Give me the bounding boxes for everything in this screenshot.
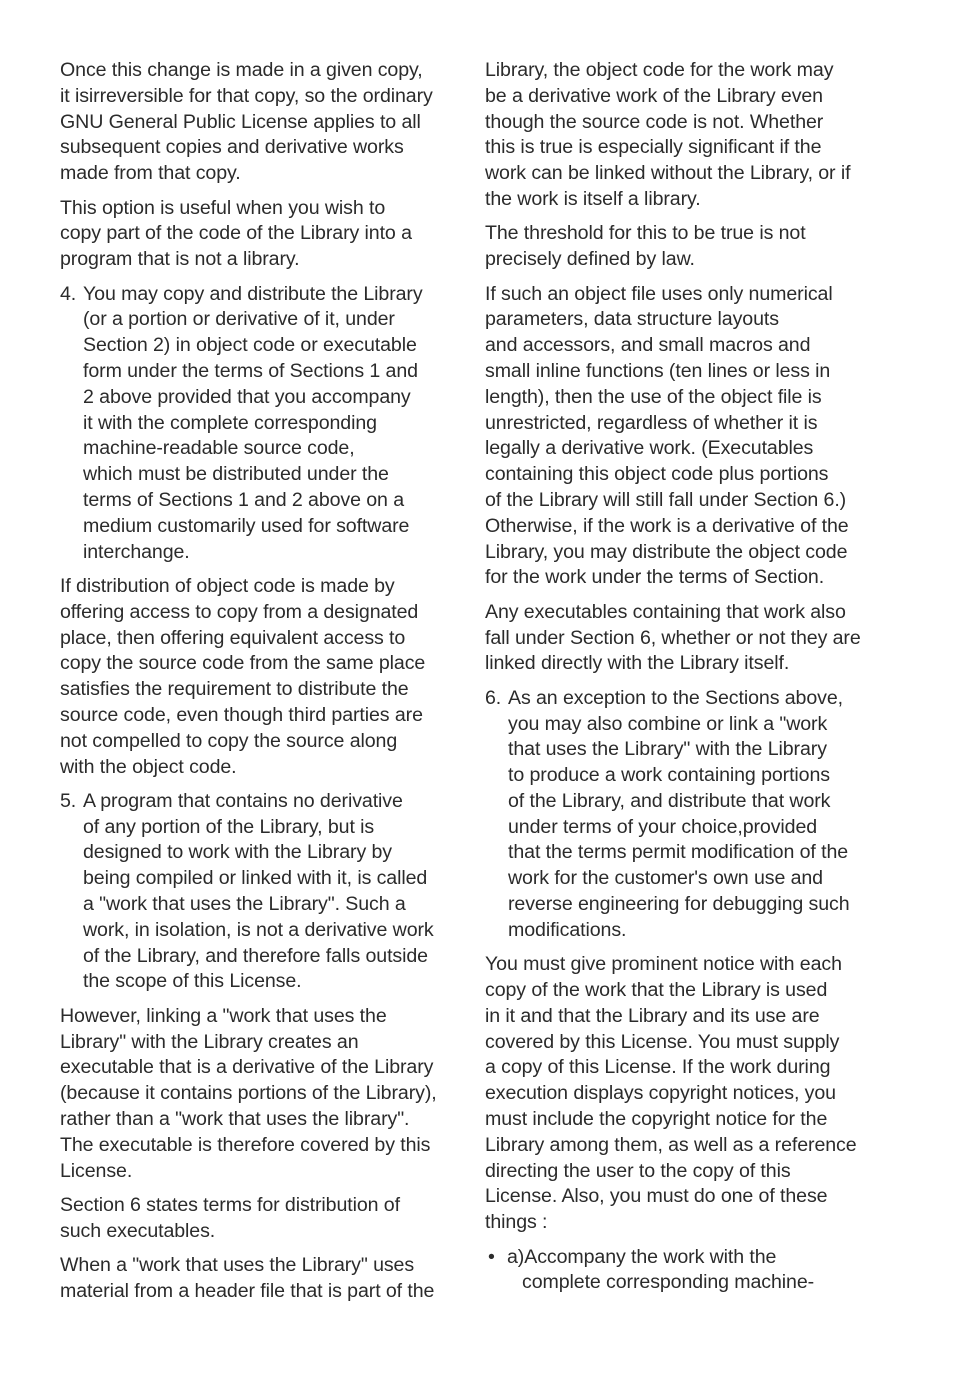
- text-line: such executables.: [60, 1219, 216, 1242]
- text-line: of the Library, and therefore falls outside: [83, 944, 428, 967]
- text-line: Any executables containing that work also: [485, 600, 846, 623]
- text-line: Section 6 states terms for distribution of: [60, 1194, 400, 1217]
- text-line: complete corresponding machine-: [522, 1271, 815, 1294]
- text-line: offering access to copy from a designated: [60, 600, 419, 623]
- text-line: Otherwise, if the work is a derivative of the: [485, 514, 849, 537]
- text-line: A program that contains no derivative: [83, 789, 403, 812]
- text-line: Library, the object code for the work may: [485, 59, 834, 81]
- paragraph-option-useful: [60, 196, 448, 273]
- text-line: rather than a "work that uses the library".: [60, 1108, 410, 1131]
- text-line: work can be linked without the Library, or if: [485, 162, 851, 185]
- text-line: You may copy and distribute the Library: [83, 282, 423, 305]
- text-line: with the object code.: [60, 755, 237, 778]
- text-line: for the work under the terms of Section.: [485, 566, 825, 589]
- text-line: The threshold for this to be true is not: [485, 222, 806, 245]
- text-line: Library" with the Library creates an: [60, 1030, 359, 1053]
- text-line: This option is useful when you wish to: [60, 196, 386, 219]
- text-line: it with the complete corresponding: [83, 411, 377, 434]
- text-line: GNU General Public License applies to all: [60, 110, 421, 133]
- item-number: 6.: [485, 686, 502, 709]
- text-line: You must give prominent notice with each: [485, 953, 842, 976]
- text-line: copy part of the code of the Library into a: [60, 222, 412, 245]
- text-line: and accessors, and small macros and: [485, 334, 811, 357]
- text-line: Once this change is made in a given copy,: [60, 59, 423, 81]
- paragraph-threshold: [485, 221, 877, 273]
- text-line: 2 above provided that you accompany: [83, 385, 411, 408]
- text-line: it isirreversible for that copy, so the ordinary: [60, 84, 433, 107]
- text-line: you may also combine or link a "work: [508, 712, 828, 735]
- left-column: [60, 58, 448, 1313]
- text-line: of any portion of the Library, but is: [83, 815, 375, 838]
- text-line: containing this object code plus portions: [485, 463, 829, 486]
- text-line: execution displays copyright notices, you: [485, 1082, 836, 1105]
- text-line: copy of the work that the Library is used: [485, 979, 828, 1002]
- text-line: License.: [60, 1159, 133, 1182]
- section-4-item: [60, 282, 448, 566]
- text-line: covered by this License. You must supply: [485, 1030, 840, 1053]
- text-line: work, in isolation, is not a derivative work: [83, 918, 434, 941]
- text-line: The executable is therefore covered by this: [60, 1133, 431, 1156]
- text-line: satisfies the requirement to distribute the: [60, 678, 409, 701]
- paragraph-numerical-parameters: [485, 282, 877, 592]
- text-line: designed to work with the Library by: [83, 841, 392, 864]
- text-line: However, linking a "work that uses the: [60, 1004, 387, 1027]
- text-line: form under the terms of Sections 1 and: [83, 359, 418, 382]
- text-line: fall under Section 6, whether or not they are: [485, 626, 861, 649]
- text-line: terms of Sections 1 and 2 above on a: [83, 488, 404, 511]
- text-line: Library, you may distribute the object code: [485, 540, 848, 563]
- paragraph-header-file-material: [60, 1253, 448, 1305]
- item-number: 5.: [60, 789, 77, 812]
- text-line: which must be distributed under the: [83, 463, 389, 486]
- text-line: of the Library will still fall under Section 6.): [485, 488, 847, 511]
- text-line: being compiled or linked with it, is called: [83, 867, 428, 890]
- text-line: precisely defined by law.: [485, 248, 695, 271]
- bullet-item-a: [485, 1245, 877, 1297]
- text-line: length), then the use of the object file is: [485, 385, 822, 408]
- text-line: program that is not a library.: [60, 248, 300, 271]
- text-line: Library among them, as well as a reference: [485, 1133, 857, 1156]
- text-line: a copy of this License. If the work during: [485, 1056, 831, 1079]
- text-line: reverse engineering for debugging such: [508, 893, 850, 916]
- bullet-marker: •: [488, 1245, 495, 1268]
- right-column: [485, 58, 877, 1305]
- text-line: that the terms permit modification of the: [508, 841, 849, 864]
- text-line: directing the user to the copy of this: [485, 1159, 791, 1182]
- text-line: things :: [485, 1211, 548, 1234]
- text-line: of the Library, and distribute that work: [508, 789, 831, 812]
- paragraph-object-code-distribution: [60, 574, 448, 780]
- text-line: parameters, data structure layouts: [485, 308, 779, 331]
- text-line: under terms of your choice,provided: [508, 815, 818, 838]
- text-line: must include the copyright notice for the: [485, 1108, 828, 1131]
- text-line: to produce a work containing portions: [508, 764, 830, 787]
- text-line: though the source code is not. Whether: [485, 110, 824, 133]
- text-line: interchange.: [83, 540, 190, 563]
- text-line: source code, even though third parties are: [60, 703, 423, 726]
- text-line: the scope of this License.: [83, 970, 302, 993]
- text-line: legally a derivative work. (Executables: [485, 437, 814, 460]
- text-line: As an exception to the Sections above,: [508, 686, 843, 709]
- text-line: License. Also, you must do one of these: [485, 1185, 828, 1208]
- text-line: in it and that the Library and its use are: [485, 1004, 820, 1027]
- paragraph-linking-creates-executable: [60, 1004, 448, 1185]
- section-5-item: [60, 789, 448, 995]
- text-line: (because it contains portions of the Library),: [60, 1082, 437, 1105]
- paragraph-change-irreversible: [60, 58, 448, 187]
- text-line: When a "work that uses the Library" uses: [60, 1254, 415, 1277]
- text-line: If distribution of object code is made by: [60, 574, 395, 597]
- text-line: (or a portion or derivative of it, under: [83, 308, 395, 331]
- text-line: the work is itself a library.: [485, 187, 701, 210]
- paragraph-section-6-terms: [60, 1193, 448, 1245]
- text-line: that uses the Library" with the Library: [508, 738, 827, 761]
- text-line: a "work that uses the Library". Such a: [83, 893, 406, 916]
- item-number: 4.: [60, 282, 77, 305]
- text-line: linked directly with the Library itself.: [485, 652, 790, 675]
- text-line: medium customarily used for software: [83, 514, 410, 537]
- text-line: this is true is especially significant if the: [485, 136, 822, 159]
- section-6-item: [485, 686, 877, 944]
- paragraph-derivative-object-code: [485, 58, 877, 213]
- text-line: Section 2) in object code or executable: [83, 334, 417, 357]
- text-line: subsequent copies and derivative works: [60, 136, 404, 159]
- text-line: executable that is a derivative of the Library: [60, 1056, 434, 1079]
- text-line: If such an object file uses only numerical: [485, 282, 833, 305]
- text-line: small inline functions (ten lines or less in: [485, 359, 831, 382]
- paragraph-executables-section-6: [485, 600, 877, 677]
- text-line: place, then offering equivalent access to: [60, 626, 406, 649]
- text-line: material from a header file that is part of the: [60, 1280, 435, 1303]
- paragraph-prominent-notice: [485, 952, 877, 1236]
- text-line: made from that copy.: [60, 162, 241, 185]
- text-line: a)Accompany the work with the: [507, 1245, 777, 1268]
- text-line: modifications.: [508, 918, 627, 941]
- text-line: unrestricted, regardless of whether it is: [485, 411, 818, 434]
- text-line: work for the customer's own use and: [508, 867, 823, 890]
- text-line: machine-readable source code,: [83, 437, 355, 460]
- text-line: copy the source code from the same place: [60, 652, 426, 675]
- text-line: be a derivative work of the Library even: [485, 84, 823, 107]
- text-line: not compelled to copy the source along: [60, 729, 398, 752]
